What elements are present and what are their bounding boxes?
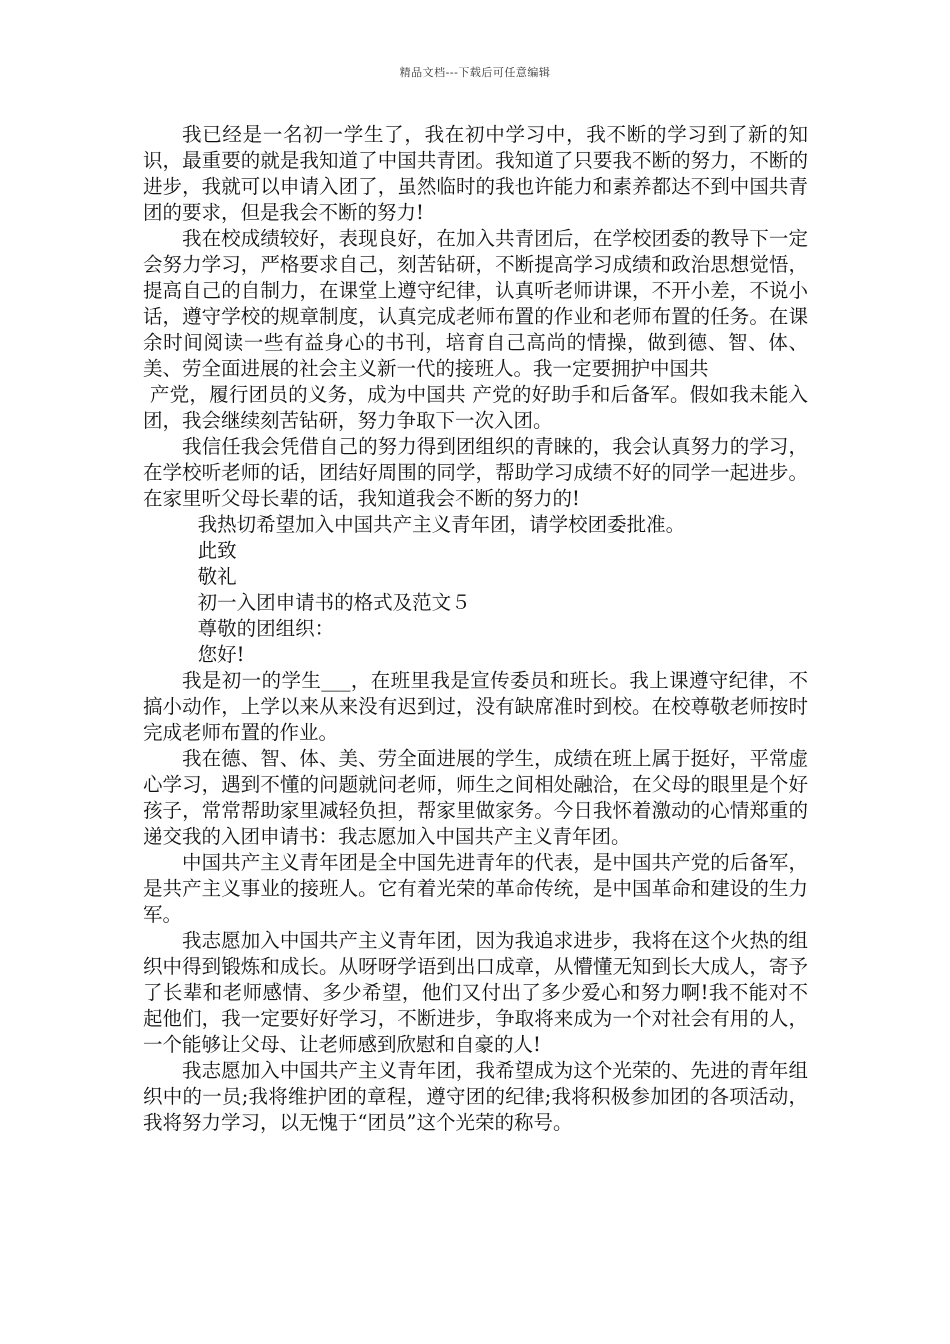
closing-cizhi: 此致: [197, 539, 237, 562]
document-body: [143, 122, 808, 1136]
closing-jingli: 敬礼: [197, 565, 237, 588]
salutation: 尊敬的团组织：: [197, 617, 335, 640]
paragraph-7: 中国共产主义青年团是全中国先进青年的代表，是中国共产党的后备军，是共产主义事业的接班人。它有着光荣的革命传统，是中国革命和建设的生力军。: [143, 851, 808, 926]
paragraph-3: 产党，履行团员的义务，成为中国共 产党的好助手和后备军。假如我未能入团，我会继续刻苦钻研，努力争取下一次入团。: [143, 383, 808, 432]
paragraph-1: 我已经是一名初一学生了，我在初中学习中，我不断的学习到了新的知识，最重要的就是我知道了中国共青团。我知道了只要我不断的努力，不断的进步，我就可以申请入团了，虽然临时的我也许能力和素养都达不到中国共青团的要求，但是我会不断的努力!: [143, 123, 808, 224]
request-line: 我热切希望加入中国共产主义青年团，请学校团委批准。: [197, 513, 686, 536]
paragraph-5: 我是初一的学生___，在班里我是宣传委员和班长。我上课遵守纪律，不搞小动作，上学以来从来没有迟到过，没有缺席准时到校。在校尊敬老师按时完成老师布置的作业。: [143, 669, 808, 744]
paragraph-6: 我在德、智、体、美、劳全面进展的学生，成绩在班上属于挺好，平常虚心学习，遇到不懂的问题就问老师，师生之间相处融洽，在父母的眼里是个好孩子，常常帮助家里减轻负担，帮家里做家务。今日我怀着激动的心情郑重的递交我的入团申请书：我志愿加入中国共产主义青年团。: [143, 747, 808, 848]
paragraph-8: 我志愿加入中国共产主义青年团，因为我追求进步，我将在这个火热的组织中得到锻炼和成长。从呀呀学语到出口成章，从懵懂无知到长大成人，寄予了长辈和老师感情、多少希望，他们又付出了多少爱心和努力啊!我不能对不起他们，我一定要好好学习，不断进步，争取将来成为一个对社会有用的人，一个能够让父母、让老师感到欣慰和自豪的人!: [143, 929, 808, 1056]
paragraph-2: 我在校成绩较好，表现良好，在加入共青团后，在学校团委的教导下一定会努力学习，严格要求自己，刻苦钻研，不断提高学习成绩和政治思想觉悟，提高自己的自制力，在课堂上遵守纪律，认真听老师讲课，不开小差，不说小话，遵守学校的规章制度，认真完成老师布置的作业和老师布置的任务。在课余时间阅读一些有益身心的书刊，培育自己高尚的情操，做到德、智、体、美、劳全面进展的社会主义新一代的接班人。我一定要拥护中国共: [143, 227, 808, 380]
page-header: 精品文档---下载后可任意编辑: [399, 66, 551, 79]
greeting: 您好!: [197, 643, 245, 666]
paragraph-4: 我信任我会凭借自己的努力得到团组织的青睐的，我会认真努力的学习，在学校听老师的话，团结好周围的同学，帮助学习成绩不好的同学一起进步。在家里听父母长辈的话，我知道我会不断的努力的!: [143, 435, 808, 510]
paragraph-9: 我志愿加入中国共产主义青年团，我希望成为这个光荣的、先进的青年组织中的一员;我将维护团的章程，遵守团的纪律;我将积极参加团的各项活动，我将努力学习，以无愧于“团员”这个光荣的称号。: [143, 1059, 808, 1134]
section-title: 初一入团申请书的格式及范文５: [197, 591, 471, 614]
